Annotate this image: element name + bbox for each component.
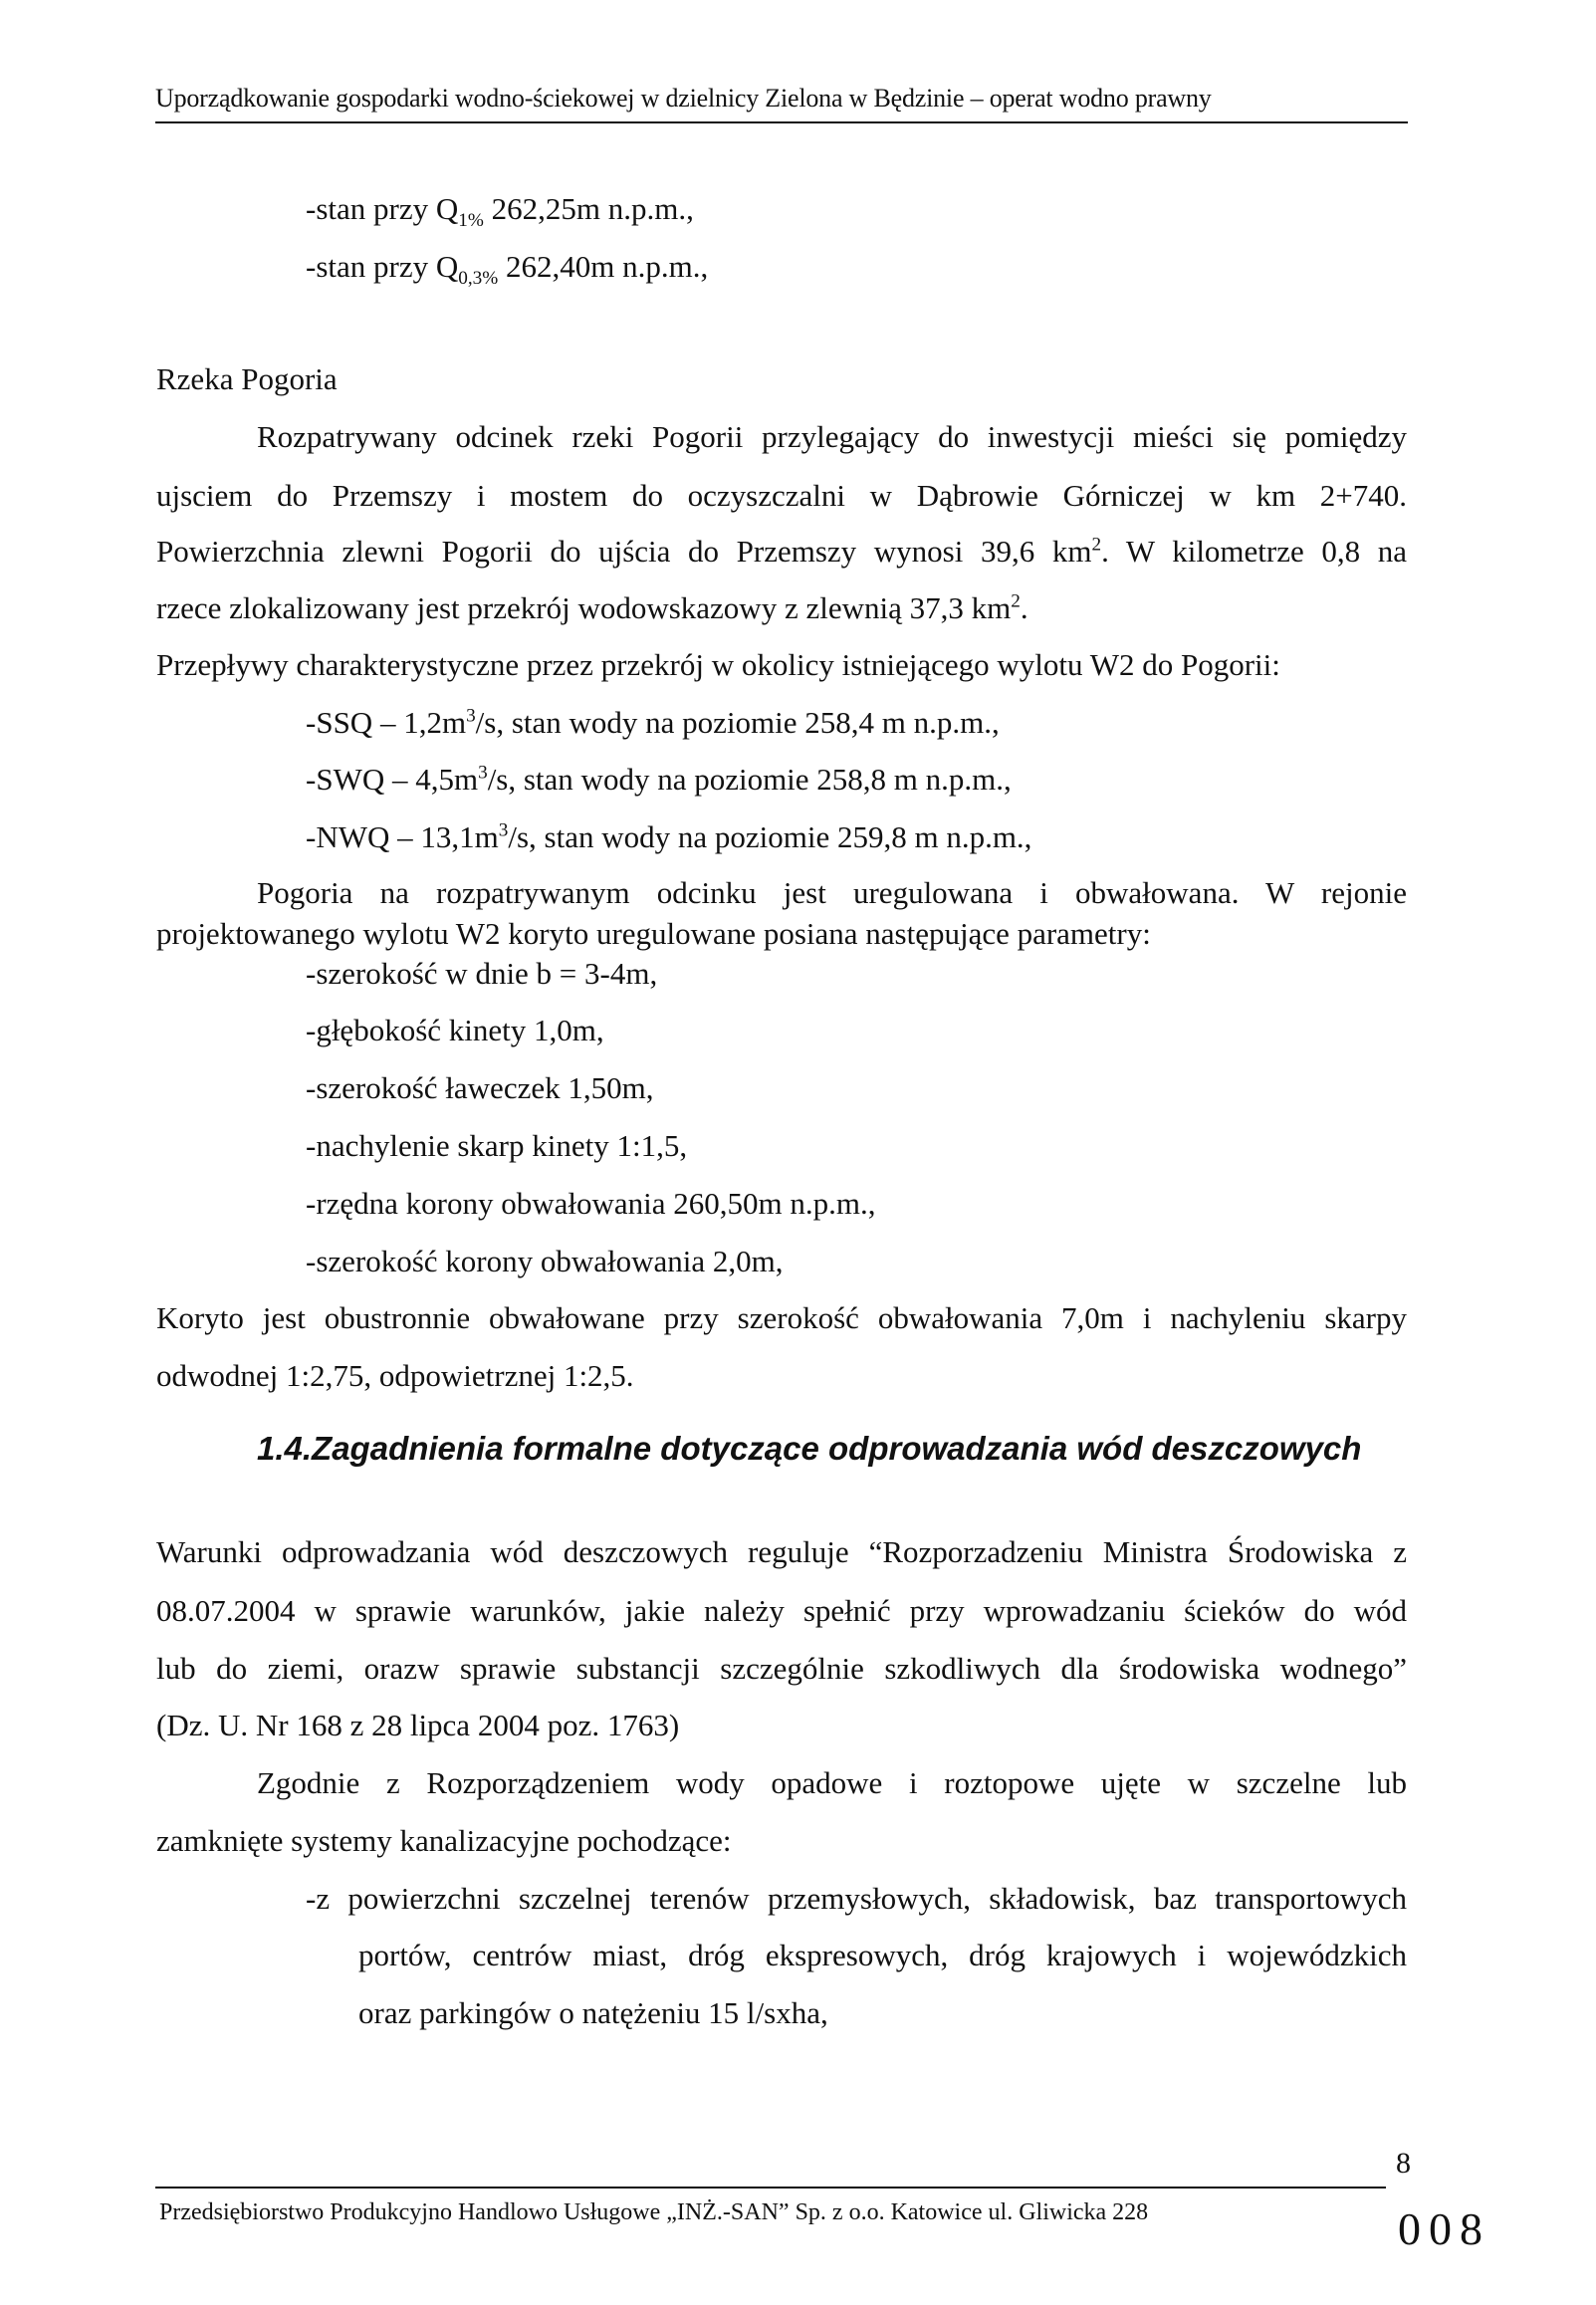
- footer-rule: [155, 2187, 1386, 2189]
- param-item: -szerokość w dnie b = 3-4m,: [306, 956, 658, 991]
- formal-item1-line2: portów, centrów miast, dróg ekspresowych, dróg krajowych i wojewódzkich: [358, 1938, 1407, 1972]
- param-item: -szerokość ławeczek 1,50m,: [306, 1070, 654, 1105]
- formal-para1-line2: 08.07.2004 w sprawie warunków, jakie należy spełnić przy wprowadzaniu ścieków do wód: [156, 1593, 1407, 1628]
- section-title-river: Rzeka Pogoria: [156, 361, 338, 396]
- formal-item1-line1: -z powierzchni szczelnej terenów przemysłowych, składowisk, baz transportowych: [306, 1881, 1407, 1916]
- footer-company: Przedsiębiorstwo Produkcyjno Handlowo Usługowe „INŻ.-SAN” Sp. z o.o. Katowice ul. Gliwicka 228: [159, 2199, 1149, 2225]
- flow-swq: $-SWQ - 4,5m^3/s$, stan wody na poziomie 258,8 m n.p.m.,: [306, 762, 1012, 797]
- formal-para1-line3: lub do ziemi, orazw sprawie substancji szczególnie szkodliwych dla środowiska wodnego”: [156, 1651, 1407, 1686]
- river-para3-line1: Koryto jest obustronnie obwałowane przy szerokość obwałowania 7,0m i nachyleniu skarpy: [156, 1300, 1407, 1335]
- section-heading-1-4: 1.4.Zagadnienia formalne dotyczące odprowadzania wód deszczowych: [257, 1430, 1362, 1467]
- river-para1-line2: ujsciem do Przemszy i mostem do oczyszczalni w Dąbrowie Górniczej w km 2+740.: [156, 478, 1407, 513]
- flow-nwq: $-NWQ - 13,1m^3/s$, stan wody na poziomie 259,8 m n.p.m.,: [306, 819, 1032, 854]
- param-item: -nachylenie skarp kinety 1:1,5,: [306, 1128, 688, 1163]
- formal-para2-line2: zamknięte systemy kanalizacyjne pochodzące:: [156, 1823, 732, 1858]
- flow-ssq: $-SSQ - 1,2m^3/s$, stan wody na poziomie 258,4 m n.p.m.,: [306, 705, 1000, 740]
- flows-intro: Przepływy charakterystyczne przez przekrój w okolicy istniejącego wylotu W2 do Pogorii:: [156, 647, 1280, 682]
- formal-para1-line1: Warunki odprowadzania wód deszczowych reguluje “Rozporzadzeniu Ministra Środowiska z: [156, 1534, 1407, 1569]
- formal-item1-line3: oraz parkingów o natężeniu 15 l/sxha,: [358, 1995, 828, 2030]
- param-item: -rzędna korony obwałowania 260,50m n.p.m.,: [306, 1186, 876, 1221]
- formal-para1-line4: (Dz. U. Nr 168 z 28 lipca 2004 poz. 1763): [156, 1708, 680, 1742]
- water-level-q03: -stan przy $Q_{0,3\%}$ 262,40m n.p.m.,: [306, 249, 709, 290]
- formal-para2-line1: Zgodnie z Rozporządzeniem wody opadowe i roztopowe ujęte w szczelne lub: [257, 1765, 1407, 1800]
- river-para3-line2: odwodnej 1:2,75, odpowietrznej 1:2,5.: [156, 1358, 634, 1393]
- river-para1-line3: Powierzchnia zlewni Pogorii do ujścia do Przemszy wynosi 39,6 $km^2$. W kilometrze 0,8 na: [156, 534, 1408, 569]
- param-item: -szerokość korony obwałowania 2,0m,: [306, 1244, 784, 1278]
- river-para1-line1: Rozpatrywany odcinek rzeki Pogorii przylegający do inwestycji mieści się pomiędzy: [257, 419, 1407, 454]
- river-para2-line2: projektowanego wylotu W2 koryto uregulowane posiana następujące parametry:: [156, 916, 1151, 951]
- page-stamp: 008: [1398, 2203, 1490, 2254]
- water-level-q1: -stan przy $Q_{1\%}$ 262,25m n.p.m.,: [306, 191, 694, 232]
- page-number: 8: [1396, 2147, 1411, 2180]
- param-item: -głębokość kinety 1,0m,: [306, 1013, 604, 1047]
- running-header: Uporządkowanie gospodarki wodno-ściekowej w dzielnicy Zielona w Będzinie – operat wodno prawny: [155, 84, 1212, 113]
- river-para2-line1: Pogoria na rozpatrywanym odcinku jest uregulowana i obwałowana. W rejonie: [257, 875, 1407, 910]
- header-rule: [155, 121, 1408, 123]
- river-para1-line4: rzece zlokalizowany jest przekrój wodowskazowy z zlewnią 37,3 $km^2$.: [156, 590, 1028, 625]
